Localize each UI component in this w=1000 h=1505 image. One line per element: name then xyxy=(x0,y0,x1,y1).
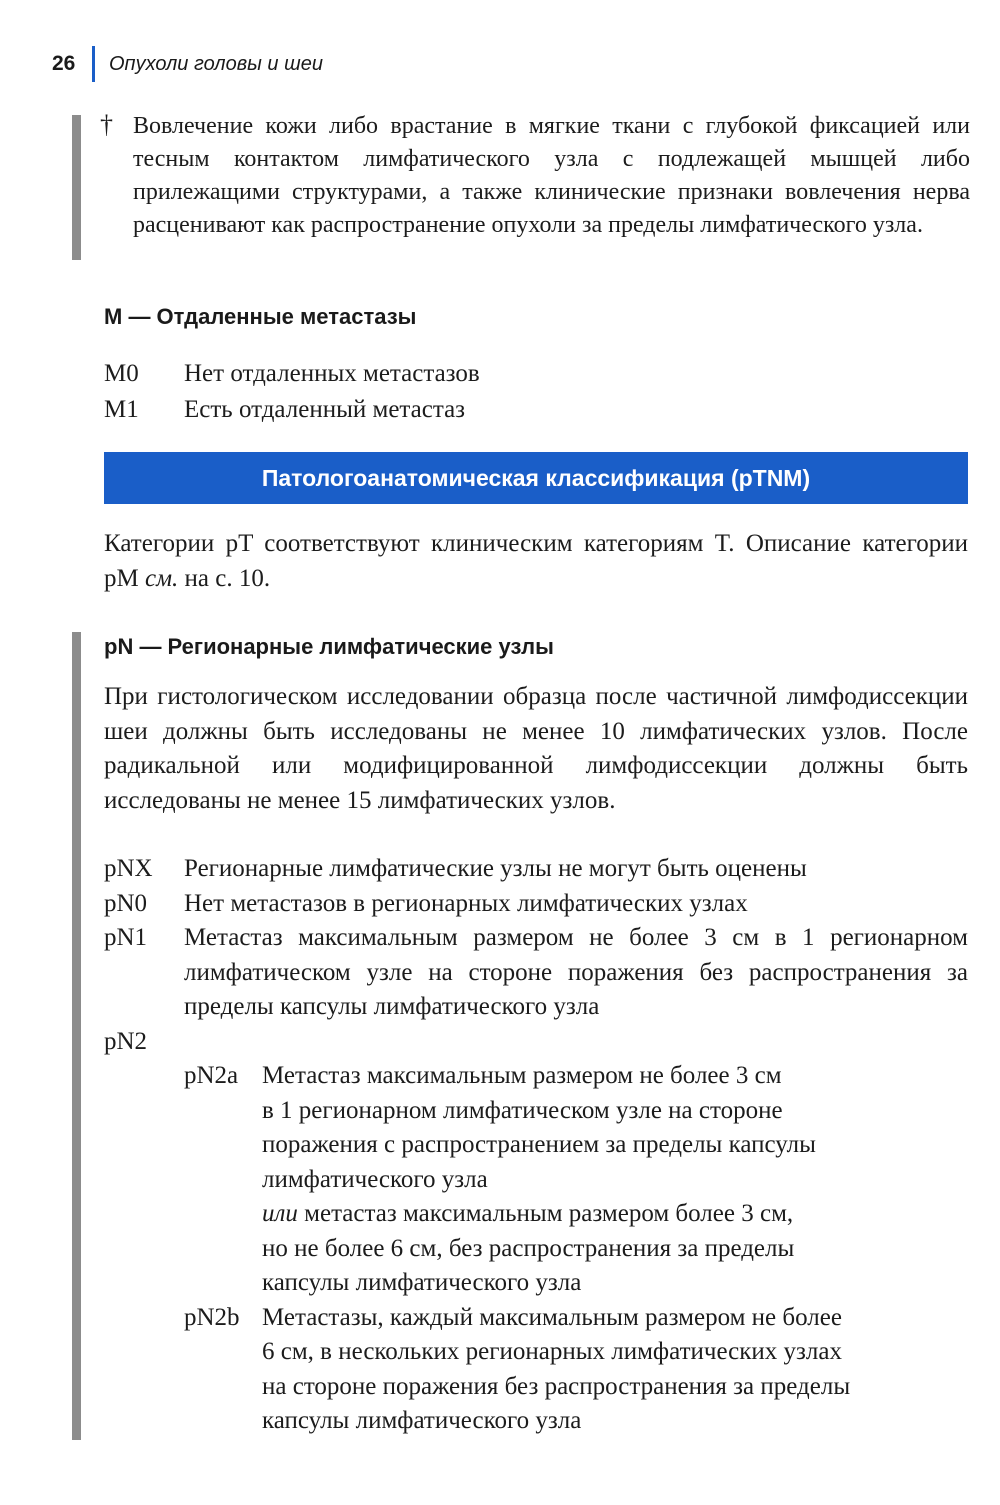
intro-text-part1: Категории pT соответствуют клиническим категориям T. Описание категории pM xyxy=(104,530,968,592)
dagger-footnote xyxy=(100,110,970,242)
running-head xyxy=(52,46,323,82)
pn1-code: pN1 xyxy=(104,924,148,951)
pn0-text: Нет метастазов в регионарных лимфатических узлах xyxy=(184,889,748,917)
pn2b-line: Метастазы, каждый максимальным размером не более xyxy=(262,1303,842,1331)
pnx-row xyxy=(104,852,968,887)
pn2-code: pN2 xyxy=(104,1027,148,1055)
pn2b-line: на стороне поражения без распространения за пределы xyxy=(262,1372,851,1400)
pn2b-line: 6 см, в нескольких регионарных лимфатических узлах xyxy=(262,1338,842,1365)
side-marker-bar xyxy=(72,115,81,260)
m1-code: M1 xyxy=(104,396,139,423)
or-italic: или xyxy=(262,1200,298,1227)
m0-text: Нет отдаленных метастазов xyxy=(184,360,480,387)
intro-text-part2: на с. 10. xyxy=(178,564,271,592)
pn2a-line: капсулы лимфатического узла xyxy=(262,1269,582,1296)
header-divider xyxy=(92,46,95,82)
pn-paragraph: При гистологическом исследовании образца после частичной лимфодиссекции шеи должны быть исследованы не менее 10 лимфатических узлов. После радикальной или модифицированной лимфодиссекции должны быть исследованы не менее 15 лимфатических узлов. xyxy=(104,683,968,814)
running-title: Опухоли головы и шеи xyxy=(109,52,323,75)
pn2b-code: pN2b xyxy=(184,1303,240,1331)
pnx-text: Регионарные лимфатические узлы не могут быть оценены xyxy=(184,855,807,882)
pn0-code: pN0 xyxy=(104,889,148,917)
pn0-row xyxy=(104,887,968,922)
pn2b-text xyxy=(262,1301,968,1439)
pn2b-line: капсулы лимфатического узла xyxy=(262,1407,582,1434)
intro-italic-ref: см. xyxy=(144,564,179,592)
footnote-text: Вовлечение кожи либо врастание в мягкие ткани с глубокой фиксацией или тесным контактом лимфатического узла с подлежащей мышцей либо прилежащими структурами, а также клинические признаки вовлечения нерва расценивают как распространение опухоли за пределы лимфатического узла. xyxy=(133,113,970,238)
pn2a-line: поражения с распространением за пределы капсулы xyxy=(262,1131,816,1158)
m0-row xyxy=(104,356,480,392)
pn2a-line: Метастаз максимальным размером не более 3 см xyxy=(262,1062,782,1089)
pn2a-text xyxy=(262,1059,968,1301)
pn2a-line: лимфатического узла xyxy=(262,1165,488,1193)
pn1-row xyxy=(104,921,968,1025)
m-section-heading: M — Отдаленные метастазы xyxy=(104,304,417,329)
m1-text: Есть отдаленный метастаз xyxy=(184,396,466,423)
dagger-symbol: † xyxy=(100,110,113,139)
pn-section-heading: pN — Регионарные лимфатические узлы xyxy=(104,634,554,659)
pn2a-or-line xyxy=(262,1197,968,1232)
pn2a-line: в 1 регионарном лимфатическом узле на стороне xyxy=(262,1096,783,1124)
page-number: 26 xyxy=(52,52,76,75)
pn-category-list xyxy=(104,852,968,1439)
side-marker-bar xyxy=(72,632,81,1440)
ptnm-intro-paragraph xyxy=(104,527,968,596)
pn2a-or-text: метастаз максимальным размером более 3 см, xyxy=(297,1200,794,1227)
pn1-text: Метастаз максимальным размером не более 3 см в 1 регионарном лимфатическом узле на стороне поражения без распространения за пределы капсулы лимфатического узла xyxy=(184,924,968,1020)
pn2a-line: но не более 6 см, без распространения за пределы xyxy=(262,1234,795,1262)
pnx-code: pNX xyxy=(104,855,153,882)
m1-row xyxy=(104,392,465,428)
pn2a-row xyxy=(184,1059,968,1301)
pn2a-code: pN2a xyxy=(184,1062,239,1089)
pn2-row xyxy=(104,1025,968,1060)
m0-code: M0 xyxy=(104,360,139,387)
banner-title: Патологоанатомическая классификация (pTNM) xyxy=(261,464,811,491)
ptnm-banner xyxy=(104,452,968,504)
pn2-text xyxy=(184,1025,968,1060)
pn2b-row xyxy=(184,1301,968,1439)
